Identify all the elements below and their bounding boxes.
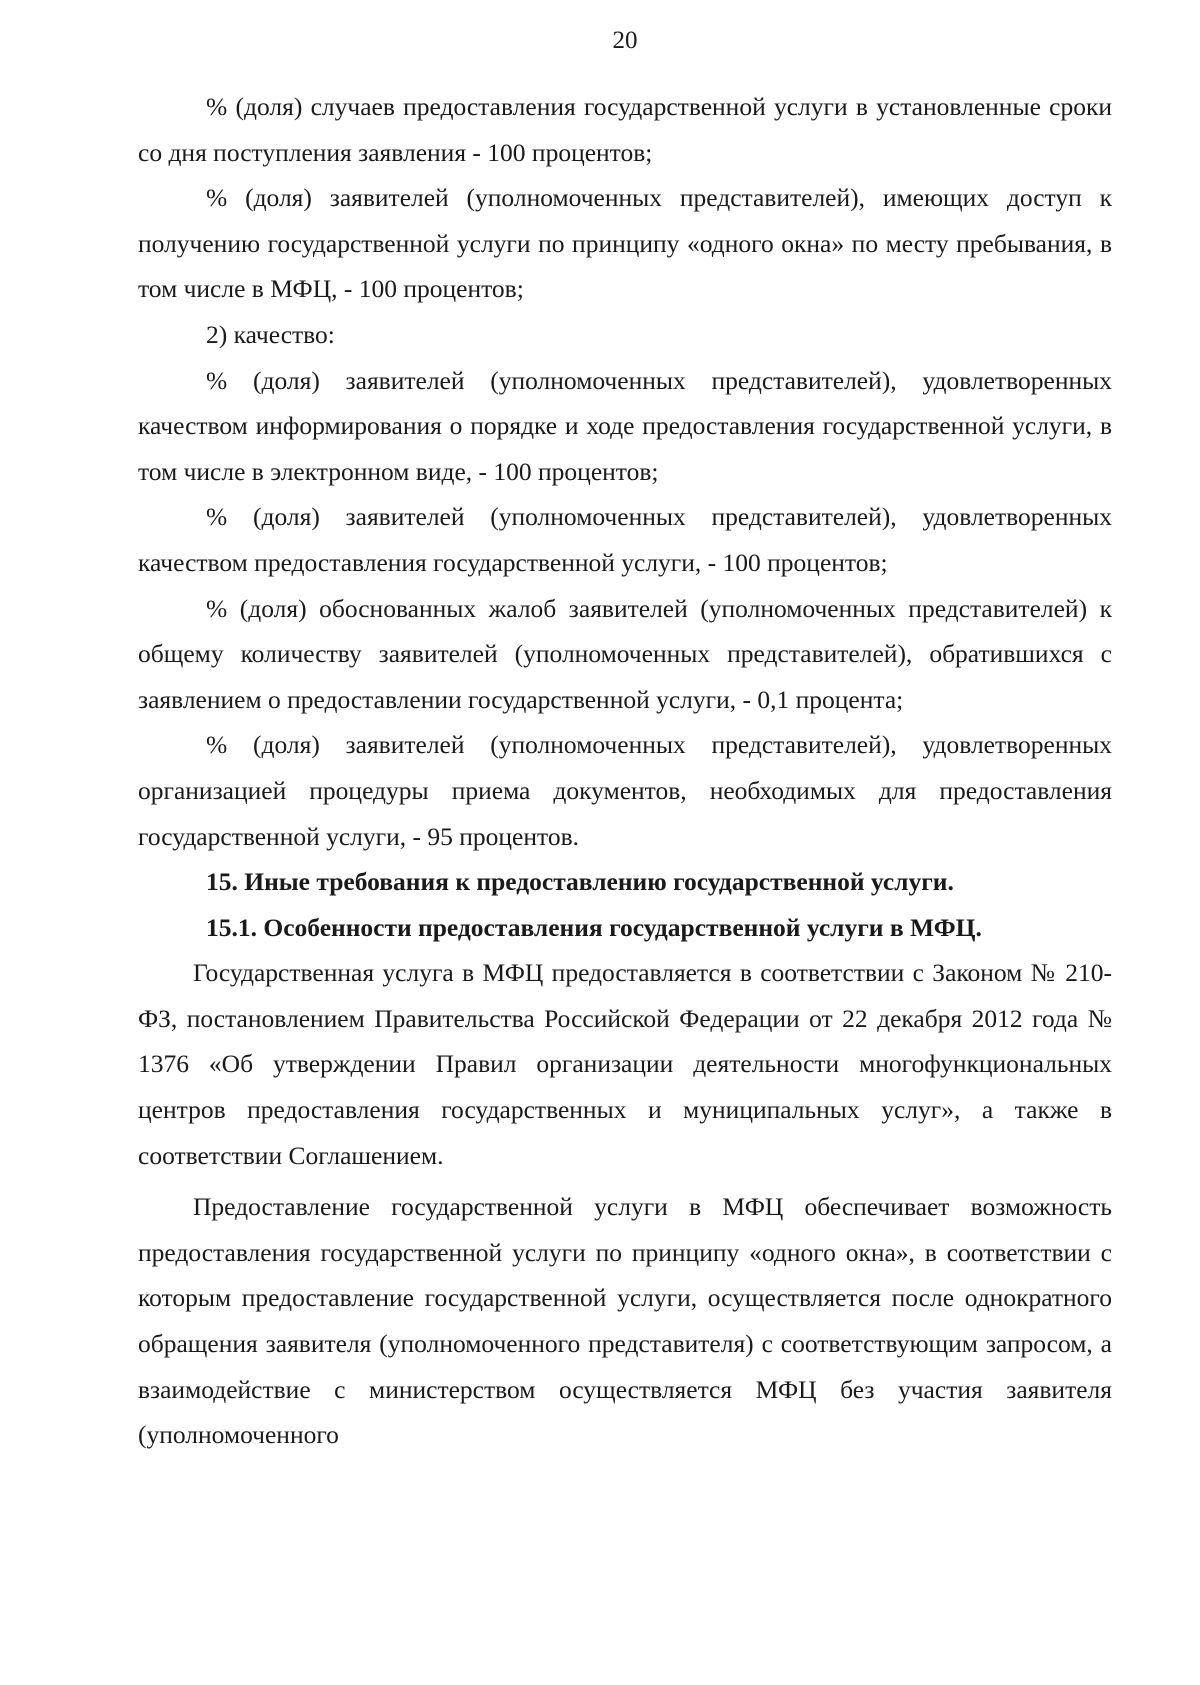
paragraph-complaints: % (доля) обоснованных жалоб заявителей (уполномоченных представителей) к общему количеству заявителей (уполномоченных представителей), обратившихся с заявлением о предоставлении государственной услуги, - 0,1 процента; (138, 593, 1112, 714)
paragraph-informing-quality: % (доля) заявителей (уполномоченных представителей), удовлетворенных качеством информирования о порядке и ходе предоставления государственной услуги, в том числе в электронном виде, - 100 процентов; (138, 365, 1112, 486)
page-number: 20 (612, 27, 638, 54)
paragraph-mfc-one-window: Предоставление государственной услуги в МФЦ обеспечивает возможность предоставления государственной услуги по принципу «одного окна», в соответствии с которым предоставление государственной услуги, осуществляется после однократного обращения заявителя (уполномоченного представителя) с соответствующим запросом, а взаимодействие с министерством осуществляется МФЦ без участия заявителя (уполномоченного (138, 1192, 1112, 1450)
paragraph-document-intake: % (доля) заявителей (уполномоченных представителей), удовлетворенных организацией процедуры приема документов, необходимых для предоставления государственной услуги, - 95 процентов. (138, 730, 1112, 851)
document-body (138, 84, 1112, 1458)
paragraph-quality-heading: 2) качество: (206, 319, 335, 349)
paragraph-mfc-law: Государственная услуга в МФЦ предоставляется в соответствии с Законом № 210-ФЗ, постановлением Правительства Российской Федерации от 22 декабря 2012 года № 1376 «Об утверждении Правил организации деятельности многофункциональных центров предоставления государственных и муниципальных услуг», а также в соответствии Соглашением. (138, 958, 1112, 1170)
paragraph-one-window-access: % (доля) заявителей (уполномоченных представителей), имеющих доступ к получению государственной услуги по принципу «одного окна» по месту пребывания, в том числе в МФЦ, - 100 процентов; (138, 183, 1112, 304)
paragraph-service-quality: % (доля) заявителей (уполномоченных представителей), удовлетворенных качеством предоставления государственной услуги, - 100 процентов; (138, 502, 1112, 577)
paragraph-timeliness: % (доля) случаев предоставления государственной услуги в установленные сроки со дня поступления заявления - 100 процентов; (138, 92, 1112, 167)
section-heading-15-1: 15.1. Особенности предоставления государственной услуги в МФЦ. (206, 912, 982, 942)
section-heading-15: 15. Иные требования к предоставлению государственной услуги. (206, 867, 954, 897)
